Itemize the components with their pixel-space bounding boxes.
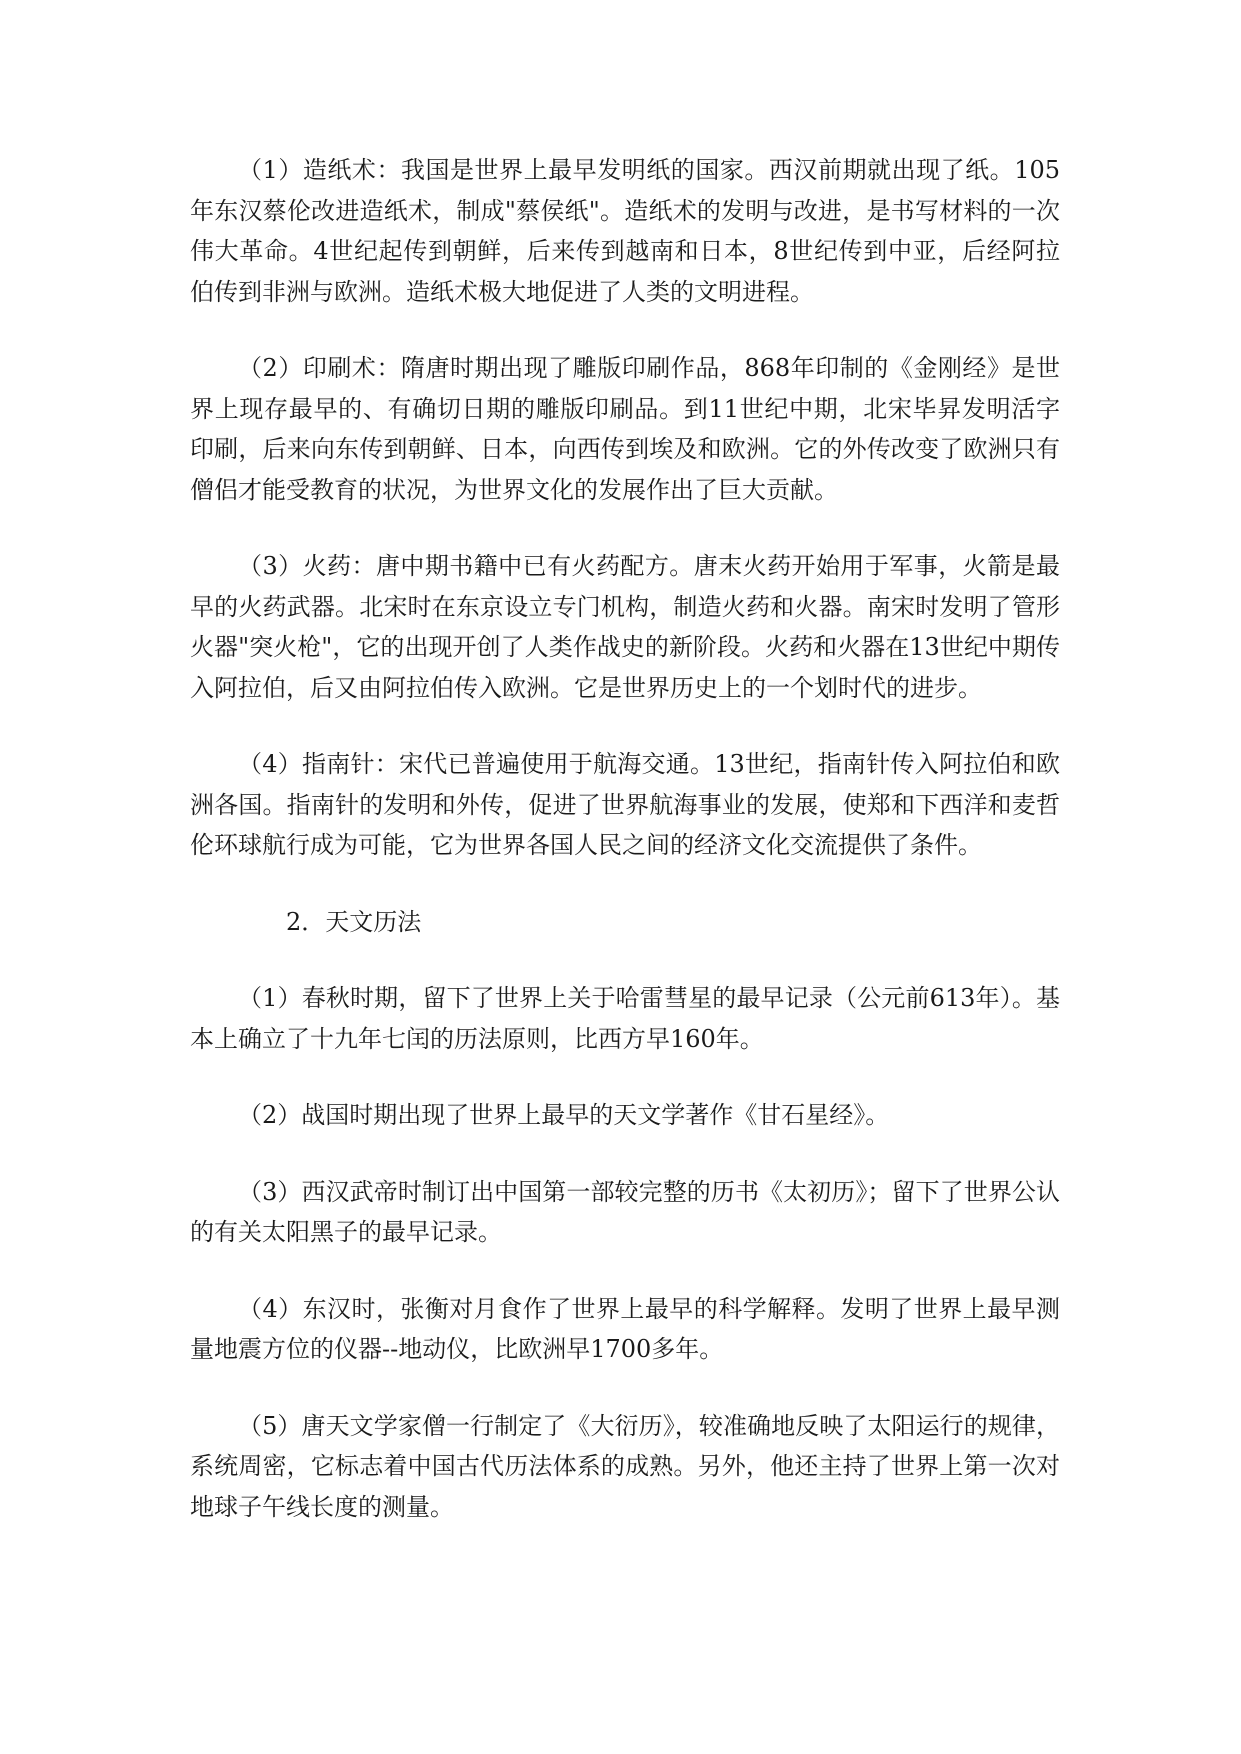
paragraph-printing: （2）印刷术：隋唐时期出现了雕版印刷作品，868年印制的《金刚经》是世界上现存最早的、有确切日期的雕版印刷品。到11世纪中期，北宋毕昇发明活字印刷，后来向东传到朝鲜、日本，向西传到埃及和欧洲。它的外传改变了欧洲只有僧侣才能受教育的状况，为世界文化的发展作出了巨大贡献。 bbox=[190, 354, 1060, 504]
paragraph-papermaking: （1）造纸术：我国是世界上最早发明纸的国家。西汉前期就出现了纸。105年东汉蔡伦改进造纸术，制成"蔡侯纸"。造纸术的发明与改进，是书写材料的一次伟大革命。4世纪起传到朝鲜，后来传到越南和日本，8世纪传到中亚，后经阿拉伯传到非洲与欧洲。造纸术极大地促进了人类的文明进程。 bbox=[190, 156, 1060, 306]
document-page bbox=[190, 150, 1060, 1563]
paragraph-compass: （4）指南针：宋代已普遍使用于航海交通。13世纪，指南针传入阿拉伯和欧洲各国。指南针的发明和外传，促进了世界航海事业的发展，使郑和下西洋和麦哲伦环球航行成为可能，它为世界各国人民之间的经济文化交流提供了条件。 bbox=[190, 750, 1060, 859]
paragraph-astronomy-2: （2）战国时期出现了世界上最早的天文学著作《甘石星经》。 bbox=[238, 1101, 890, 1129]
paragraph-gunpowder: （3）火药：唐中期书籍中已有火药配方。唐末火药开始用于军事，火箭是最早的火药武器。北宋时在东京设立专门机构，制造火药和火器。南宋时发明了管形火器"突火枪"，它的出现开创了人类作战史的新阶段。火药和火器在13世纪中期传入阿拉伯，后又由阿拉伯传入欧洲。它是世界历史上的一个划时代的进步。 bbox=[190, 552, 1060, 702]
paragraph-astronomy-1: （1）春秋时期，留下了世界上关于哈雷彗星的最早记录（公元前613年）。基本上确立了十九年七闰的历法原则，比西方早160年。 bbox=[190, 984, 1060, 1053]
paragraph-astronomy-3: （3）西汉武帝时制订出中国第一部较完整的历书《太初历》；留下了世界公认的有关太阳黑子的最早记录。 bbox=[190, 1177, 1060, 1246]
paragraph-astronomy-5: （5）唐天文学家僧一行制定了《大衍历》，较准确地反映了太阳运行的规律，系统周密，它标志着中国古代历法体系的成熟。另外，他还主持了世界上第一次对地球子午线长度的测量。 bbox=[190, 1411, 1060, 1521]
paragraph-astronomy-4: （4）东汉时，张衡对月食作了世界上最早的科学解释。发明了世界上最早测量地震方位的仪器--地动仪，比欧洲早1700多年。 bbox=[190, 1294, 1060, 1363]
section-heading-astronomy: 2．天文历法 bbox=[286, 907, 422, 936]
